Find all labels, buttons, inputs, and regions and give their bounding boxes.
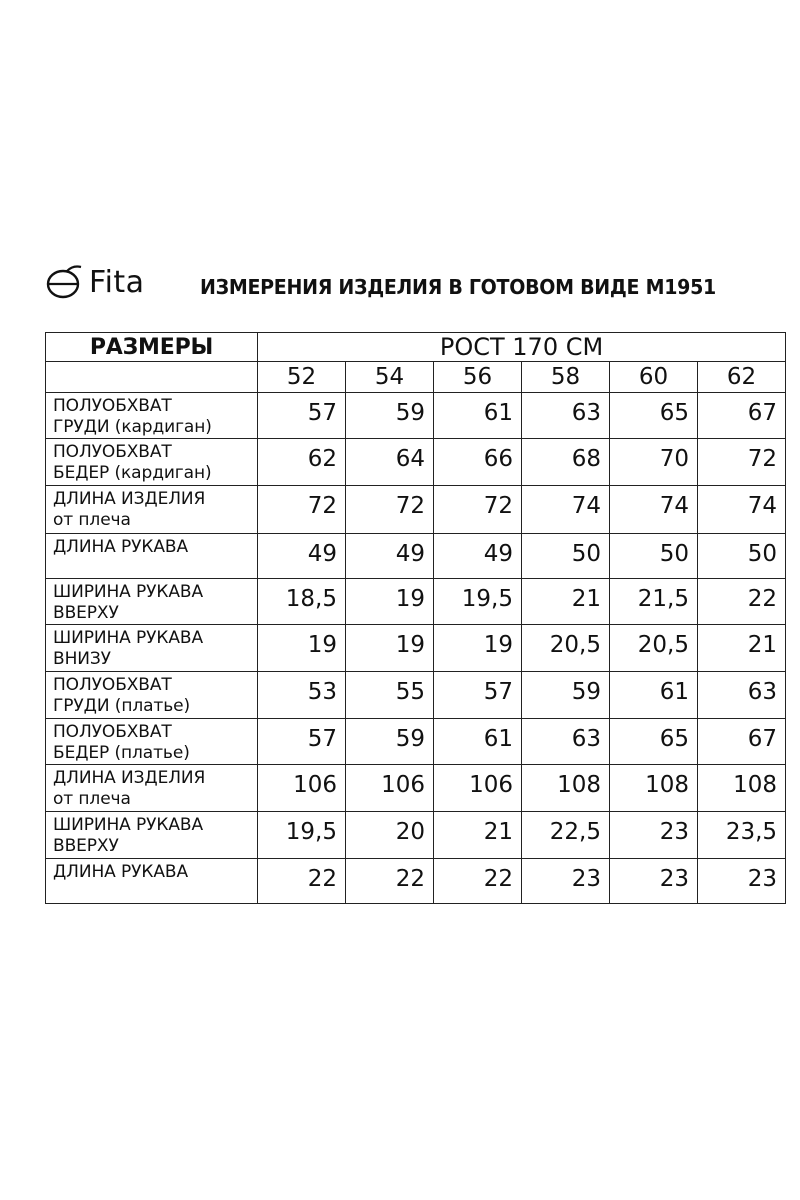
measurement-label-line2: ВНИЗУ [53, 649, 111, 669]
measurement-label-line1: ДЛИНА РУКАВА [53, 537, 188, 557]
measurement-label-line1: ШИРИНА РУКАВА [53, 815, 203, 835]
size-header-row [46, 362, 786, 393]
measurement-label-line2: от плеча [53, 789, 131, 809]
measurement-value-cell: 21 [522, 579, 610, 625]
measurement-label-line1: ДЛИНА РУКАВА [53, 862, 188, 882]
measurement-label-line1: ПОЛУОБХВАТ [53, 396, 172, 416]
measurement-value-cell: 20 [346, 812, 434, 859]
measurement-value-cell: 61 [434, 719, 522, 765]
measurement-value-cell: 20,5 [610, 625, 698, 672]
measurement-value-cell: 72 [698, 439, 786, 486]
document-title: ИЗМЕРЕНИЯ ИЗДЕЛИЯ В ГОТОВОМ ВИДЕ М1951 [200, 275, 716, 299]
measurement-label [46, 486, 258, 534]
measurement-value-cell: 65 [610, 393, 698, 439]
measurement-value-cell: 50 [698, 534, 786, 579]
measurement-value-cell: 19,5 [434, 579, 522, 625]
size-header-cell: 58 [522, 362, 610, 393]
table-row [46, 672, 786, 719]
sizes-header: РАЗМЕРЫ [46, 333, 258, 362]
size-header-empty-cell [46, 362, 258, 393]
table-header-row [46, 333, 786, 362]
measurement-value-cell: 23,5 [698, 812, 786, 859]
measurement-value-cell: 53 [258, 672, 346, 719]
measurement-value-cell: 62 [258, 439, 346, 486]
measurement-value-cell: 21 [434, 812, 522, 859]
table-body [46, 393, 786, 904]
measurement-label [46, 579, 258, 625]
measurement-value-cell: 106 [258, 765, 346, 812]
measurement-value-cell: 70 [610, 439, 698, 486]
measurement-value-cell: 68 [522, 439, 610, 486]
measurement-value-cell: 55 [346, 672, 434, 719]
measurement-label-line2: ГРУДИ (кардиган) [53, 417, 212, 437]
measurement-value-cell: 67 [698, 719, 786, 765]
measurement-label-line1: ДЛИНА ИЗДЕЛИЯ [53, 489, 206, 509]
measurement-label [46, 719, 258, 765]
measurement-label [46, 625, 258, 672]
table-row [46, 625, 786, 672]
measurement-value-cell: 63 [698, 672, 786, 719]
measurement-value-cell: 49 [258, 534, 346, 579]
measurement-value-cell: 19 [346, 579, 434, 625]
table-row [46, 812, 786, 859]
table-row [46, 579, 786, 625]
measurement-label [46, 672, 258, 719]
measurement-value-cell: 108 [522, 765, 610, 812]
measurement-label-line2: ВВЕРХУ [53, 603, 119, 623]
measurements-table [45, 332, 786, 904]
measurement-value-cell: 22 [698, 579, 786, 625]
measurement-value-cell: 50 [522, 534, 610, 579]
brand-name: Fita [89, 265, 145, 300]
table-row [46, 719, 786, 765]
measurement-value-cell: 23 [610, 812, 698, 859]
measurement-value-cell: 19 [346, 625, 434, 672]
measurement-value-cell: 61 [434, 393, 522, 439]
measurement-value-cell: 72 [434, 486, 522, 534]
measurement-value-cell: 19 [434, 625, 522, 672]
measurement-label [46, 439, 258, 486]
document-header [45, 262, 765, 312]
measurement-value-cell: 50 [610, 534, 698, 579]
table-row [46, 439, 786, 486]
measurement-value-cell: 57 [258, 393, 346, 439]
measurement-value-cell: 74 [698, 486, 786, 534]
brand-logo [45, 262, 145, 302]
measurement-value-cell: 72 [258, 486, 346, 534]
measurement-value-cell: 22 [346, 859, 434, 904]
measurement-label [46, 534, 258, 579]
measurement-label-line1: ПОЛУОБХВАТ [53, 722, 172, 742]
size-header-cell: 60 [610, 362, 698, 393]
measurement-value-cell: 63 [522, 393, 610, 439]
measurement-value-cell: 19 [258, 625, 346, 672]
measurement-label-line1: ШИРИНА РУКАВА [53, 582, 203, 602]
measurement-value-cell: 23 [698, 859, 786, 904]
size-header-cell: 56 [434, 362, 522, 393]
measurement-value-cell: 18,5 [258, 579, 346, 625]
measurement-label [46, 859, 258, 904]
measurement-value-cell: 22 [434, 859, 522, 904]
measurement-value-cell: 57 [258, 719, 346, 765]
measurement-label [46, 765, 258, 812]
measurement-label-line1: ПОЛУОБХВАТ [53, 442, 172, 462]
measurement-value-cell: 49 [346, 534, 434, 579]
measurement-label-line1: ДЛИНА ИЗДЕЛИЯ [53, 768, 206, 788]
measurement-value-cell: 106 [434, 765, 522, 812]
measurement-value-cell: 67 [698, 393, 786, 439]
measurement-label [46, 393, 258, 439]
measurement-value-cell: 59 [346, 719, 434, 765]
measurement-value-cell: 63 [522, 719, 610, 765]
measurement-value-cell: 23 [610, 859, 698, 904]
table-row [46, 486, 786, 534]
measurement-value-cell: 20,5 [522, 625, 610, 672]
measurement-value-cell: 74 [610, 486, 698, 534]
measurement-value-cell: 23 [522, 859, 610, 904]
measurement-value-cell: 106 [346, 765, 434, 812]
table-row [46, 393, 786, 439]
measurement-label-line2: от плеча [53, 510, 131, 530]
measurement-label-line1: ПОЛУОБХВАТ [53, 675, 172, 695]
measurement-value-cell: 61 [610, 672, 698, 719]
measurement-value-cell: 74 [522, 486, 610, 534]
table-row [46, 859, 786, 904]
table-row [46, 765, 786, 812]
measurement-value-cell: 59 [346, 393, 434, 439]
size-header-cell: 52 [258, 362, 346, 393]
measurement-value-cell: 21,5 [610, 579, 698, 625]
table-row [46, 534, 786, 579]
size-header-cell: 54 [346, 362, 434, 393]
measurement-value-cell: 22,5 [522, 812, 610, 859]
measurement-label-line1: ШИРИНА РУКАВА [53, 628, 203, 648]
measurement-value-cell: 65 [610, 719, 698, 765]
measurement-value-cell: 72 [346, 486, 434, 534]
measurement-label [46, 812, 258, 859]
measurement-label-line2: ГРУДИ (платье) [53, 696, 191, 716]
measurement-value-cell: 49 [434, 534, 522, 579]
measurement-value-cell: 108 [698, 765, 786, 812]
measurement-value-cell: 64 [346, 439, 434, 486]
measurement-value-cell: 22 [258, 859, 346, 904]
measurement-label-line2: БЕДЕР (кардиган) [53, 463, 212, 483]
measurement-value-cell: 108 [610, 765, 698, 812]
height-header: РОСТ 170 СМ [258, 333, 786, 362]
measurement-label-line2: ВВЕРХУ [53, 836, 119, 856]
measurement-value-cell: 19,5 [258, 812, 346, 859]
size-header-cell: 62 [698, 362, 786, 393]
measurement-value-cell: 66 [434, 439, 522, 486]
measurement-value-cell: 57 [434, 672, 522, 719]
measurement-value-cell: 21 [698, 625, 786, 672]
measurement-label-line2: БЕДЕР (платье) [53, 743, 190, 763]
fita-logo-icon [45, 265, 83, 299]
measurement-value-cell: 59 [522, 672, 610, 719]
